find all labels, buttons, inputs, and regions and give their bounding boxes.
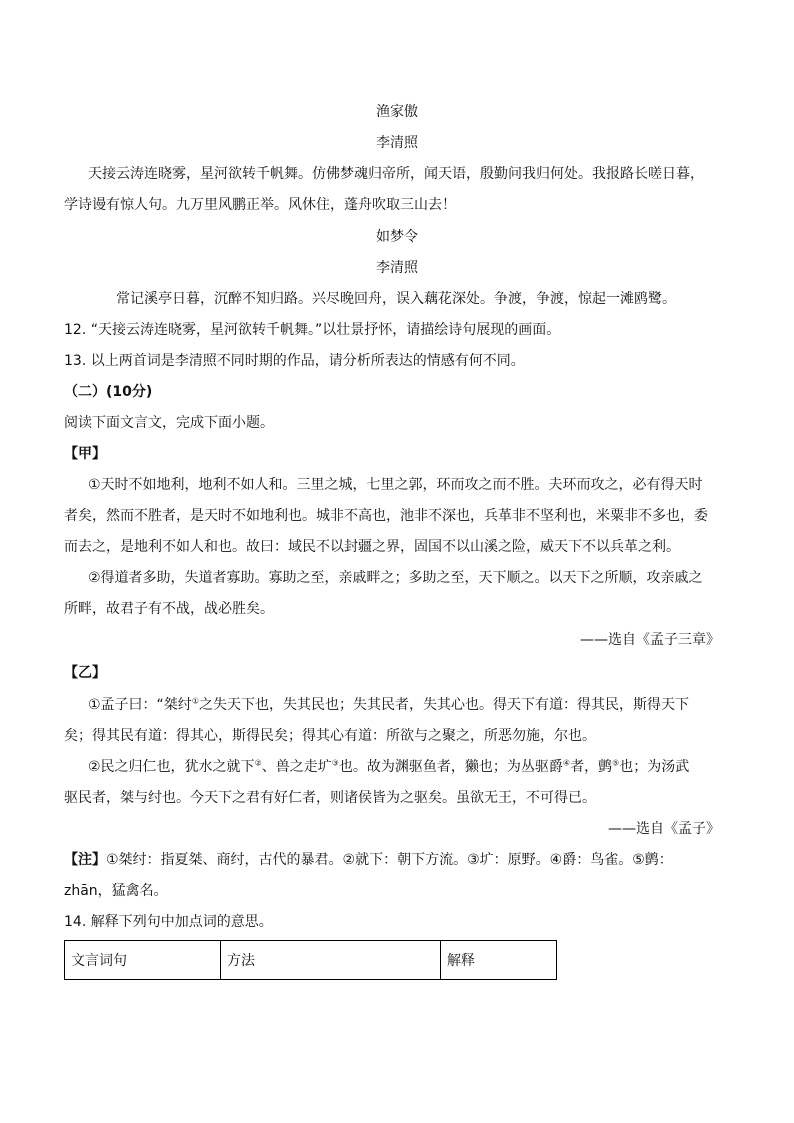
jia-para2-line1: ②得道者多助，失道者寡助。寡助之至，亲戚畔之；多助之至，天下顺之。以天下之所顺，攻亲戚之 <box>88 570 703 586</box>
footnote-marker: ③ <box>331 758 339 768</box>
footnote-marker: ② <box>254 758 262 768</box>
jia-para2-line2: 所畔，故君子有不战，战必胜矣。 <box>64 601 274 617</box>
passage-jia-label: 【甲】 <box>64 446 106 462</box>
header-explanation: 解释 <box>441 941 557 980</box>
notes-line2: zhān，猛禽名。 <box>64 883 168 899</box>
jia-source: ——选自《孟子三章》 <box>580 632 720 648</box>
poem2-author: 李清照 <box>376 260 418 276</box>
poem1-author: 李清照 <box>376 135 418 151</box>
header-sentence: 文言词句 <box>65 941 221 980</box>
footnote-marker: ⑤ <box>612 758 620 768</box>
section-heading: （二）(10分) <box>64 384 153 400</box>
reading-instruction: 阅读下面文言文，完成下面小题。 <box>64 415 274 431</box>
yi-source: ——选自《孟子》 <box>608 821 720 837</box>
notes-label: 【注】 <box>64 852 106 868</box>
question-13: 13. 以上两首词是李清照不同时期的作品，请分析所表达的情感有何不同。 <box>64 353 525 369</box>
question-14: 14. 解释下列句中加点词的意思。 <box>64 914 273 930</box>
poem2-line1: 常记溪亭日暮，沉醉不知归路。兴尽晚回舟，误入藕花深处。争渡，争渡，惊起一滩鸥鹭。 <box>116 291 676 307</box>
vocab-table <box>64 940 557 980</box>
poem1-line1: 天接云涛连晓雾，星河欲转千帆舞。仿佛梦魂归帝所，闻天语，殷勤问我归何处。我报路长嗟日暮， <box>88 166 704 182</box>
poem1-line2: 学诗谩有惊人句。九万里风鹏正举。风休住，蓬舟吹取三山去！ <box>64 197 456 213</box>
header-method: 方法 <box>221 941 441 980</box>
passage-yi-label: 【乙】 <box>64 665 106 681</box>
notes-line1: 【注】①桀纣：指夏桀、商纣，古代的暴君。②就下：朝下方流。③圹：原野。④爵：鸟雀。⑤鹯： <box>64 852 673 868</box>
yi-para2-line1: ②民之归仁也，犹水之就下②、兽之走圹③也。故为渊驱鱼者，獭也；为丛驱爵④者，鹯⑤也；为汤武 <box>88 758 690 775</box>
footnote-marker: ① <box>191 696 199 706</box>
footnote-marker: ④ <box>562 758 571 768</box>
question-12: 12. “天接云涛连晓雾，星河欲转千帆舞。”以壮景抒怀，请描绘诗句展现的画面。 <box>64 322 561 338</box>
jia-para1-line3: 而去之，是地利不如人和也。故曰：域民不以封疆之界，固国不以山溪之险，威天下不以兵革之利。 <box>64 539 680 555</box>
yi-para1-line1: ①孟子曰：“桀纣①之失天下也，失其民也；失其民者，失其心也。得天下有道：得其民，斯得天下 <box>88 696 689 713</box>
poem2-title: 如梦令 <box>376 229 418 245</box>
jia-para1-line2: 者矣，然而不胜者，是天时不如地利也。城非不高也，池非不深也，兵革非不坚利也，米粟非不多也，委 <box>64 508 708 524</box>
yi-para2-line2: 驱民者，桀与纣也。今天下之君有好仁者，则诸侯皆为之驱矣。虽欲无王，不可得已。 <box>64 790 596 806</box>
yi-para1-line2: 矣；得其民有道：得其心，斯得民矣；得其心有道：所欲与之聚之，所恶勿施，尔也。 <box>64 728 596 744</box>
jia-para1-line1: ①天时不如地利，地利不如人和。三里之城，七里之郭，环而攻之而不胜。夫环而攻之，必有得天时 <box>88 477 703 493</box>
table-row <box>65 941 557 980</box>
poem1-title: 渔家傲 <box>376 104 418 120</box>
